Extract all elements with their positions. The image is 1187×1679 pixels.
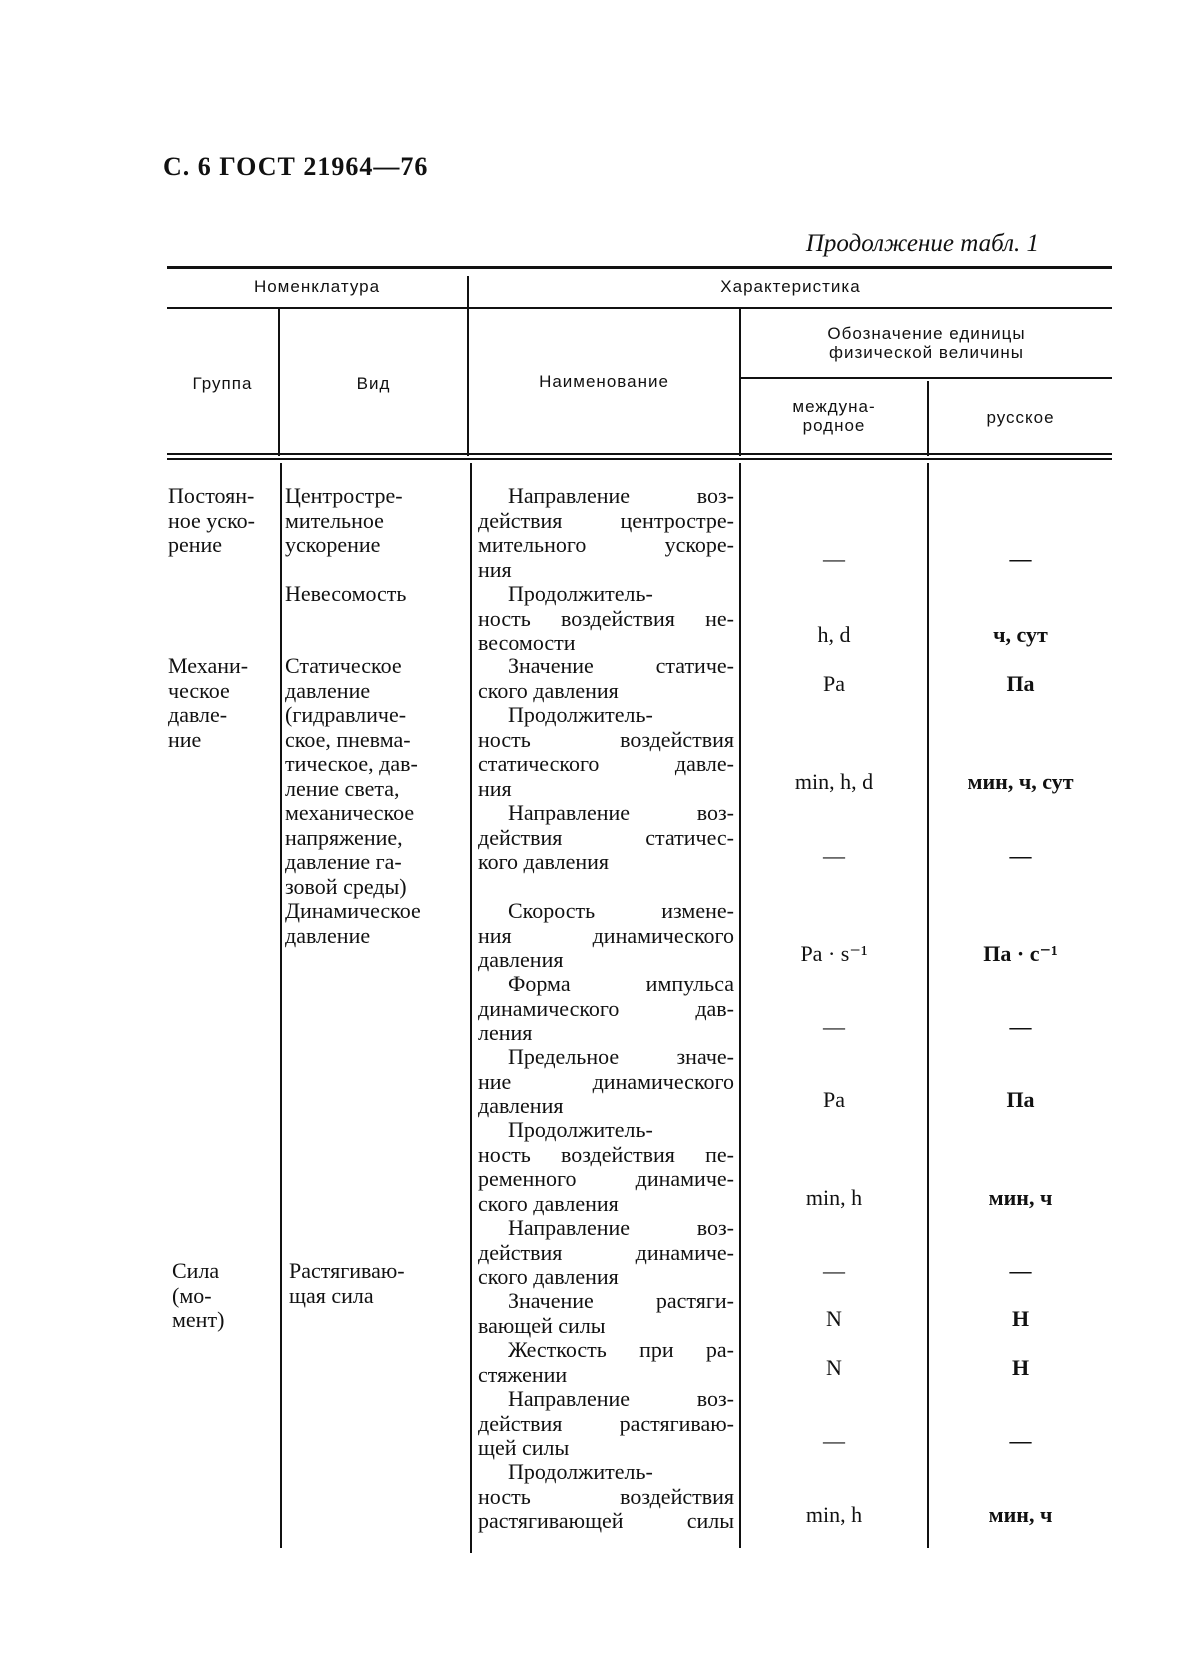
russian-unit: Н (1011, 1306, 1030, 1331)
intl-unit: Pa (823, 671, 845, 696)
group-cell: Постоян- ное уско- рение (168, 483, 255, 557)
name-cell: Предельное значе- ние динамического давления (478, 1044, 734, 1118)
header-name: Наименование (539, 372, 669, 391)
russian-unit: мин, ч, сут (967, 769, 1074, 794)
page-header: С. 6 ГОСТ 21964—76 (163, 152, 429, 181)
kind-cell: Статическое давление (гидравличе- ское, пневма- тическое, дав- ление света, механическое напряжение, давление га- зовой среды) (285, 653, 418, 899)
header-nomenclature: Номенклатура (253, 277, 381, 296)
name-cell: Направление воз- действия статичес- кого давления (478, 800, 734, 874)
name-cell: Продолжитель- ность воздействия статического давле- ния (478, 702, 734, 801)
name-cell: Продолжитель- ность воздействия пе- ременного динамиче- ского давления (478, 1117, 734, 1216)
kind-cell: Центростре- мительное ускорение (285, 483, 403, 557)
intl-unit: h, d (817, 622, 851, 647)
header-intl-line-1: междуна- (792, 397, 876, 416)
name-cell: Направление воз- действия растягиваю- щей силы (478, 1386, 734, 1460)
russian-unit: — (1009, 1428, 1032, 1453)
continuation-label: Продолжение табл. 1 (805, 230, 1039, 257)
header-international (741, 397, 927, 435)
name-cell: Скорость измене- ния динамического давления (478, 898, 734, 972)
name-cell: Продолжитель- ность воздействия растягивающей силы (478, 1459, 734, 1533)
intl-unit: N (826, 1306, 842, 1331)
column-divider-group-body (280, 463, 282, 1548)
header-unit-line-2: физической величины (829, 343, 1024, 362)
table-top-rule (167, 266, 1112, 269)
kind-cell: Невесомость (285, 581, 407, 606)
name-cell: Жесткость при ра- стяжении (478, 1337, 734, 1387)
russian-unit: — (1009, 546, 1032, 571)
russian-unit: Н (1011, 1355, 1030, 1380)
intl-unit: N (826, 1355, 842, 1380)
header-rule (167, 307, 1112, 309)
unit-header-rule (740, 377, 1112, 379)
intl-unit: min, h (805, 1502, 863, 1527)
name-cell: Направление воз- действия центростре- мительного ускоре- ния (478, 483, 734, 582)
russian-unit: — (1009, 1258, 1032, 1283)
header-bottom-rule-1 (167, 453, 1112, 455)
name-cell: Значение растяги- вающей силы (478, 1288, 734, 1338)
column-divider-kind-body (470, 463, 472, 1553)
header-group: Группа (192, 374, 253, 393)
intl-unit: Pa · s⁻¹ (800, 941, 868, 966)
header-kind: Вид (356, 374, 391, 393)
header-characteristic: Характеристика (720, 277, 861, 296)
intl-unit: min, h (805, 1185, 863, 1210)
russian-unit: Па (1006, 1087, 1035, 1112)
header-bottom-rule-2 (167, 458, 1112, 460)
group-cell: Сила (мо- мент) (172, 1258, 225, 1332)
name-cell: Значение статиче- ского давления (478, 653, 734, 703)
russian-unit: — (1009, 1014, 1032, 1039)
russian-unit: мин, ч (988, 1502, 1053, 1527)
group-cell: Механи- ческое давле- ние (168, 653, 249, 752)
russian-unit: ч, сут (993, 622, 1048, 647)
header-unit-line-1: Обозначение единицы (827, 324, 1026, 343)
kind-cell: Динамическое давление (285, 898, 421, 948)
name-cell: Форма импульса динамического дав- ления (478, 971, 734, 1045)
intl-unit: — (823, 1014, 845, 1039)
intl-unit: min, h, d (794, 769, 874, 794)
intl-unit: Pa (823, 1087, 845, 1112)
intl-unit: — (823, 1258, 845, 1283)
russian-unit: Па · с⁻¹ (983, 941, 1058, 966)
header-unit-designation (741, 324, 1112, 362)
column-divider-kind (467, 276, 469, 456)
intl-unit: — (823, 546, 845, 571)
russian-unit: Па (1006, 671, 1035, 696)
name-cell: Продолжитель- ность воздействия не- весомости (478, 581, 734, 655)
kind-cell: Растягиваю- щая сила (289, 1258, 405, 1308)
header-intl-line-2: родное (802, 416, 866, 435)
intl-unit: — (823, 843, 845, 868)
name-cell: Направление воз- действия динамиче- ского давления (478, 1215, 734, 1289)
russian-unit: — (1009, 843, 1032, 868)
header-russian: русское (986, 408, 1055, 427)
russian-unit: мин, ч (988, 1185, 1053, 1210)
intl-unit: — (823, 1428, 845, 1453)
